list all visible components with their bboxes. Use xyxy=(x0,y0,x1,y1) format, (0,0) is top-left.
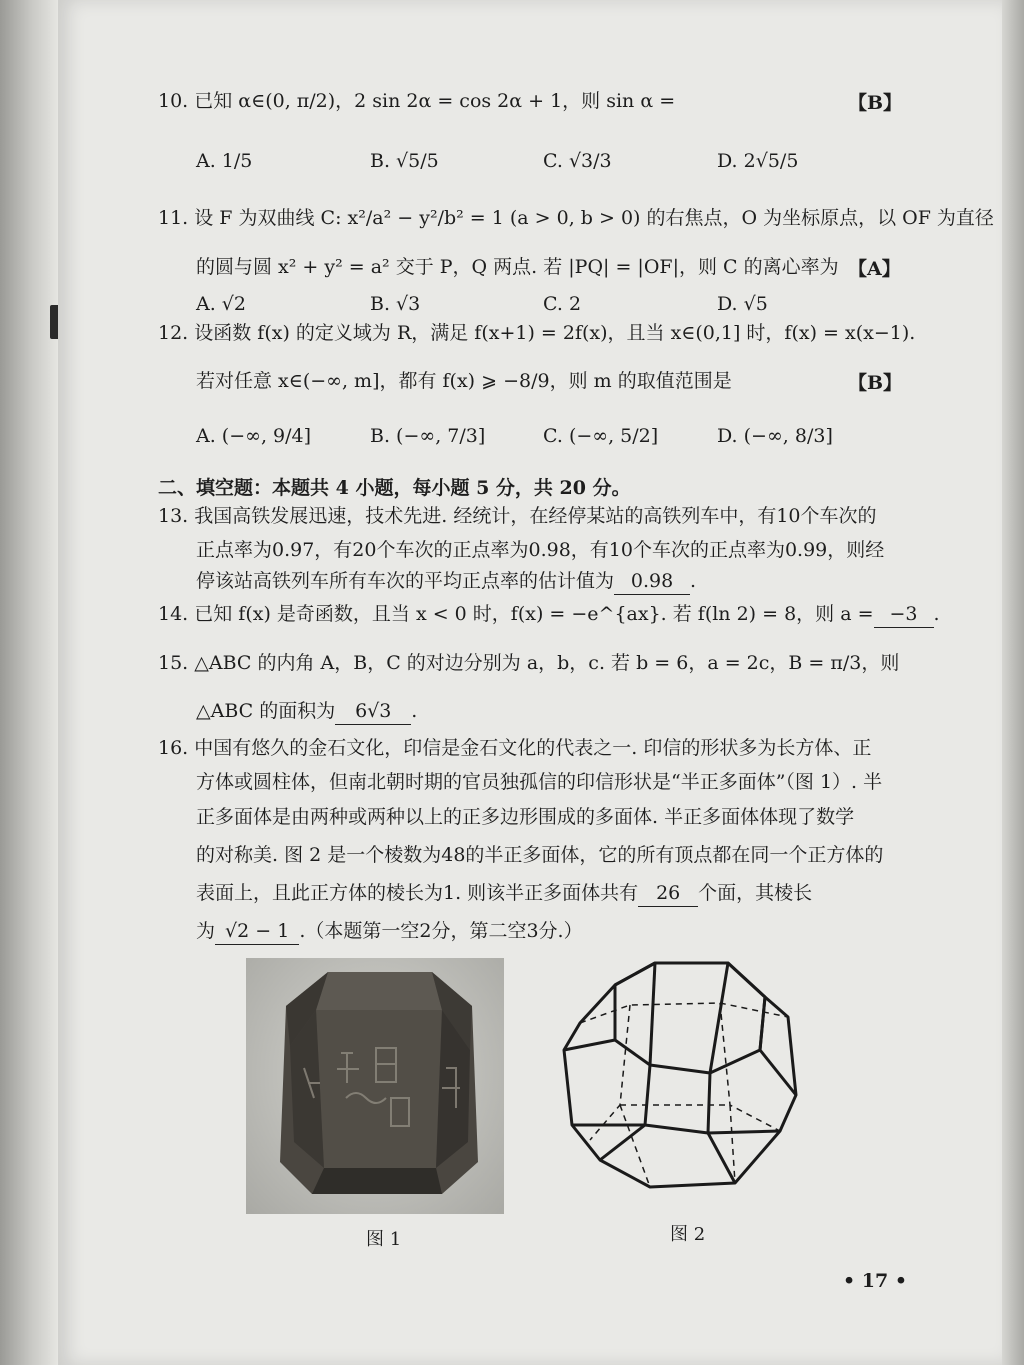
q14-end: . xyxy=(933,603,940,625)
q15-line2 xyxy=(196,698,417,725)
q10-option-d: D. 2√5/5 xyxy=(717,150,799,172)
q16-answer-blank-1: 26 xyxy=(638,880,698,907)
section-2-heading: 二、填空题：本题共 4 小题，每小题 5 分，共 20 分。 xyxy=(158,477,631,499)
figure-2-polyhedron-diagram xyxy=(560,955,800,1200)
q16-line6 xyxy=(196,918,583,945)
page-right-edge xyxy=(1002,0,1024,1365)
q15-end: . xyxy=(411,700,418,722)
q11-option-a: A. √2 xyxy=(196,293,246,315)
figure-2-caption: 图 2 xyxy=(670,1224,706,1245)
figure-1-seal-photo xyxy=(246,958,504,1214)
q12-option-b: B. (−∞, 7/3] xyxy=(370,425,486,447)
q14-line xyxy=(158,601,940,628)
q15-text: △ABC 的面积为 xyxy=(196,700,336,722)
q16-line2: 方体或圆柱体，但南北朝时期的官员独孤信的印信形状是“半正多面体”（图 1）. 半 xyxy=(196,771,883,793)
q12-stem-line1: 12. 设函数 f(x) 的定义域为 R，满足 f(x+1) = 2f(x)，且当 x∈(0,1] 时，f(x) = x(x−1). xyxy=(158,322,916,344)
q11-answer: 【A】 xyxy=(848,258,901,280)
q15-line1: 15. △ABC 的内角 A，B，C 的对边分别为 a，b，c. 若 b = 6，a = 2c，B = π/3，则 xyxy=(158,652,900,674)
q12-answer: 【B】 xyxy=(848,372,903,394)
figure-1-caption: 图 1 xyxy=(366,1229,402,1250)
binding-edge xyxy=(0,0,58,1365)
q10-stem: 10. 已知 α∈(0, π/2)，2 sin 2α = cos 2α + 1，则 sin α = xyxy=(158,90,676,112)
q16-line5-text: 表面上，且此正方体的棱长为1. 则该半正多面体共有 xyxy=(196,882,639,904)
seal-image xyxy=(246,958,504,1214)
q13-line1: 13. 我国高铁发展迅速，技术先进. 经统计，在经停某站的高铁列车中，有10个车次的 xyxy=(158,505,877,527)
q10-option-a: A. 1/5 xyxy=(196,150,253,172)
q13-line3 xyxy=(196,568,696,595)
q11-option-b: B. √3 xyxy=(370,293,421,315)
q16-line4: 的对称美. 图 2 是一个棱数为48的半正多面体，它的所有顶点都在同一个正方体的 xyxy=(196,844,884,866)
q16-line5 xyxy=(196,880,812,907)
q16-line6-text: 为 xyxy=(196,920,216,942)
q12-stem-line2: 若对任意 x∈(−∞, m]，都有 f(x) ⩾ −8/9，则 m 的取值范围是 xyxy=(196,370,732,392)
q12-option-a: A. (−∞, 9/4] xyxy=(196,425,312,447)
q10-option-b: B. √5/5 xyxy=(370,150,439,172)
q14-text: 14. 已知 f(x) 是奇函数，且当 x < 0 时，f(x) = −e^{ax}. 若 f(ln 2) = 8，则 a = xyxy=(158,603,874,625)
q13-answer-blank: 0.98 xyxy=(614,568,690,595)
q15-answer-blank: 6√3 xyxy=(335,698,411,725)
q11-stem-line2: 的圆与圆 x² + y² = a² 交于 P，Q 两点. 若 |PQ| = |OF|，则 C 的离心率为 xyxy=(196,256,839,278)
q16-line6-end: .（本题第一空2分，第二空3分.） xyxy=(299,920,583,942)
q11-stem-line1: 11. 设 F 为双曲线 C: x²/a² − y²/b² = 1 (a > 0, b > 0) 的右焦点，O 为坐标原点，以 OF 为直径 xyxy=(158,207,994,229)
q16-answer-blank-2: √2 − 1 xyxy=(215,918,299,945)
q16-line5-end: 个面，其棱长 xyxy=(698,882,813,904)
q11-option-c: C. 2 xyxy=(543,293,582,315)
q13-line2: 正点率为0.97，有20个车次的正点率为0.98，有10个车次的正点率为0.99，则经 xyxy=(196,539,885,561)
q14-answer-blank: −3 xyxy=(874,601,934,628)
q12-option-c: C. (−∞, 5/2] xyxy=(543,425,659,447)
q10-answer: 【B】 xyxy=(848,92,903,114)
page-number: • 17 • xyxy=(843,1270,907,1292)
q13-line3-end: . xyxy=(690,570,697,592)
q11-option-d: D. √5 xyxy=(717,293,768,315)
q10-option-c: C. √3/3 xyxy=(543,150,612,172)
q16-line3: 正多面体是由两种或两种以上的正多边形围成的多面体. 半正多面体体现了数学 xyxy=(196,806,855,828)
q13-line3-text: 停该站高铁列车所有车次的平均正点率的估计值为 xyxy=(196,570,615,592)
q16-line1: 16. 中国有悠久的金石文化，印信是金石文化的代表之一. 印信的形状多为长方体、正 xyxy=(158,737,872,759)
q12-option-d: D. (−∞, 8/3] xyxy=(717,425,833,447)
